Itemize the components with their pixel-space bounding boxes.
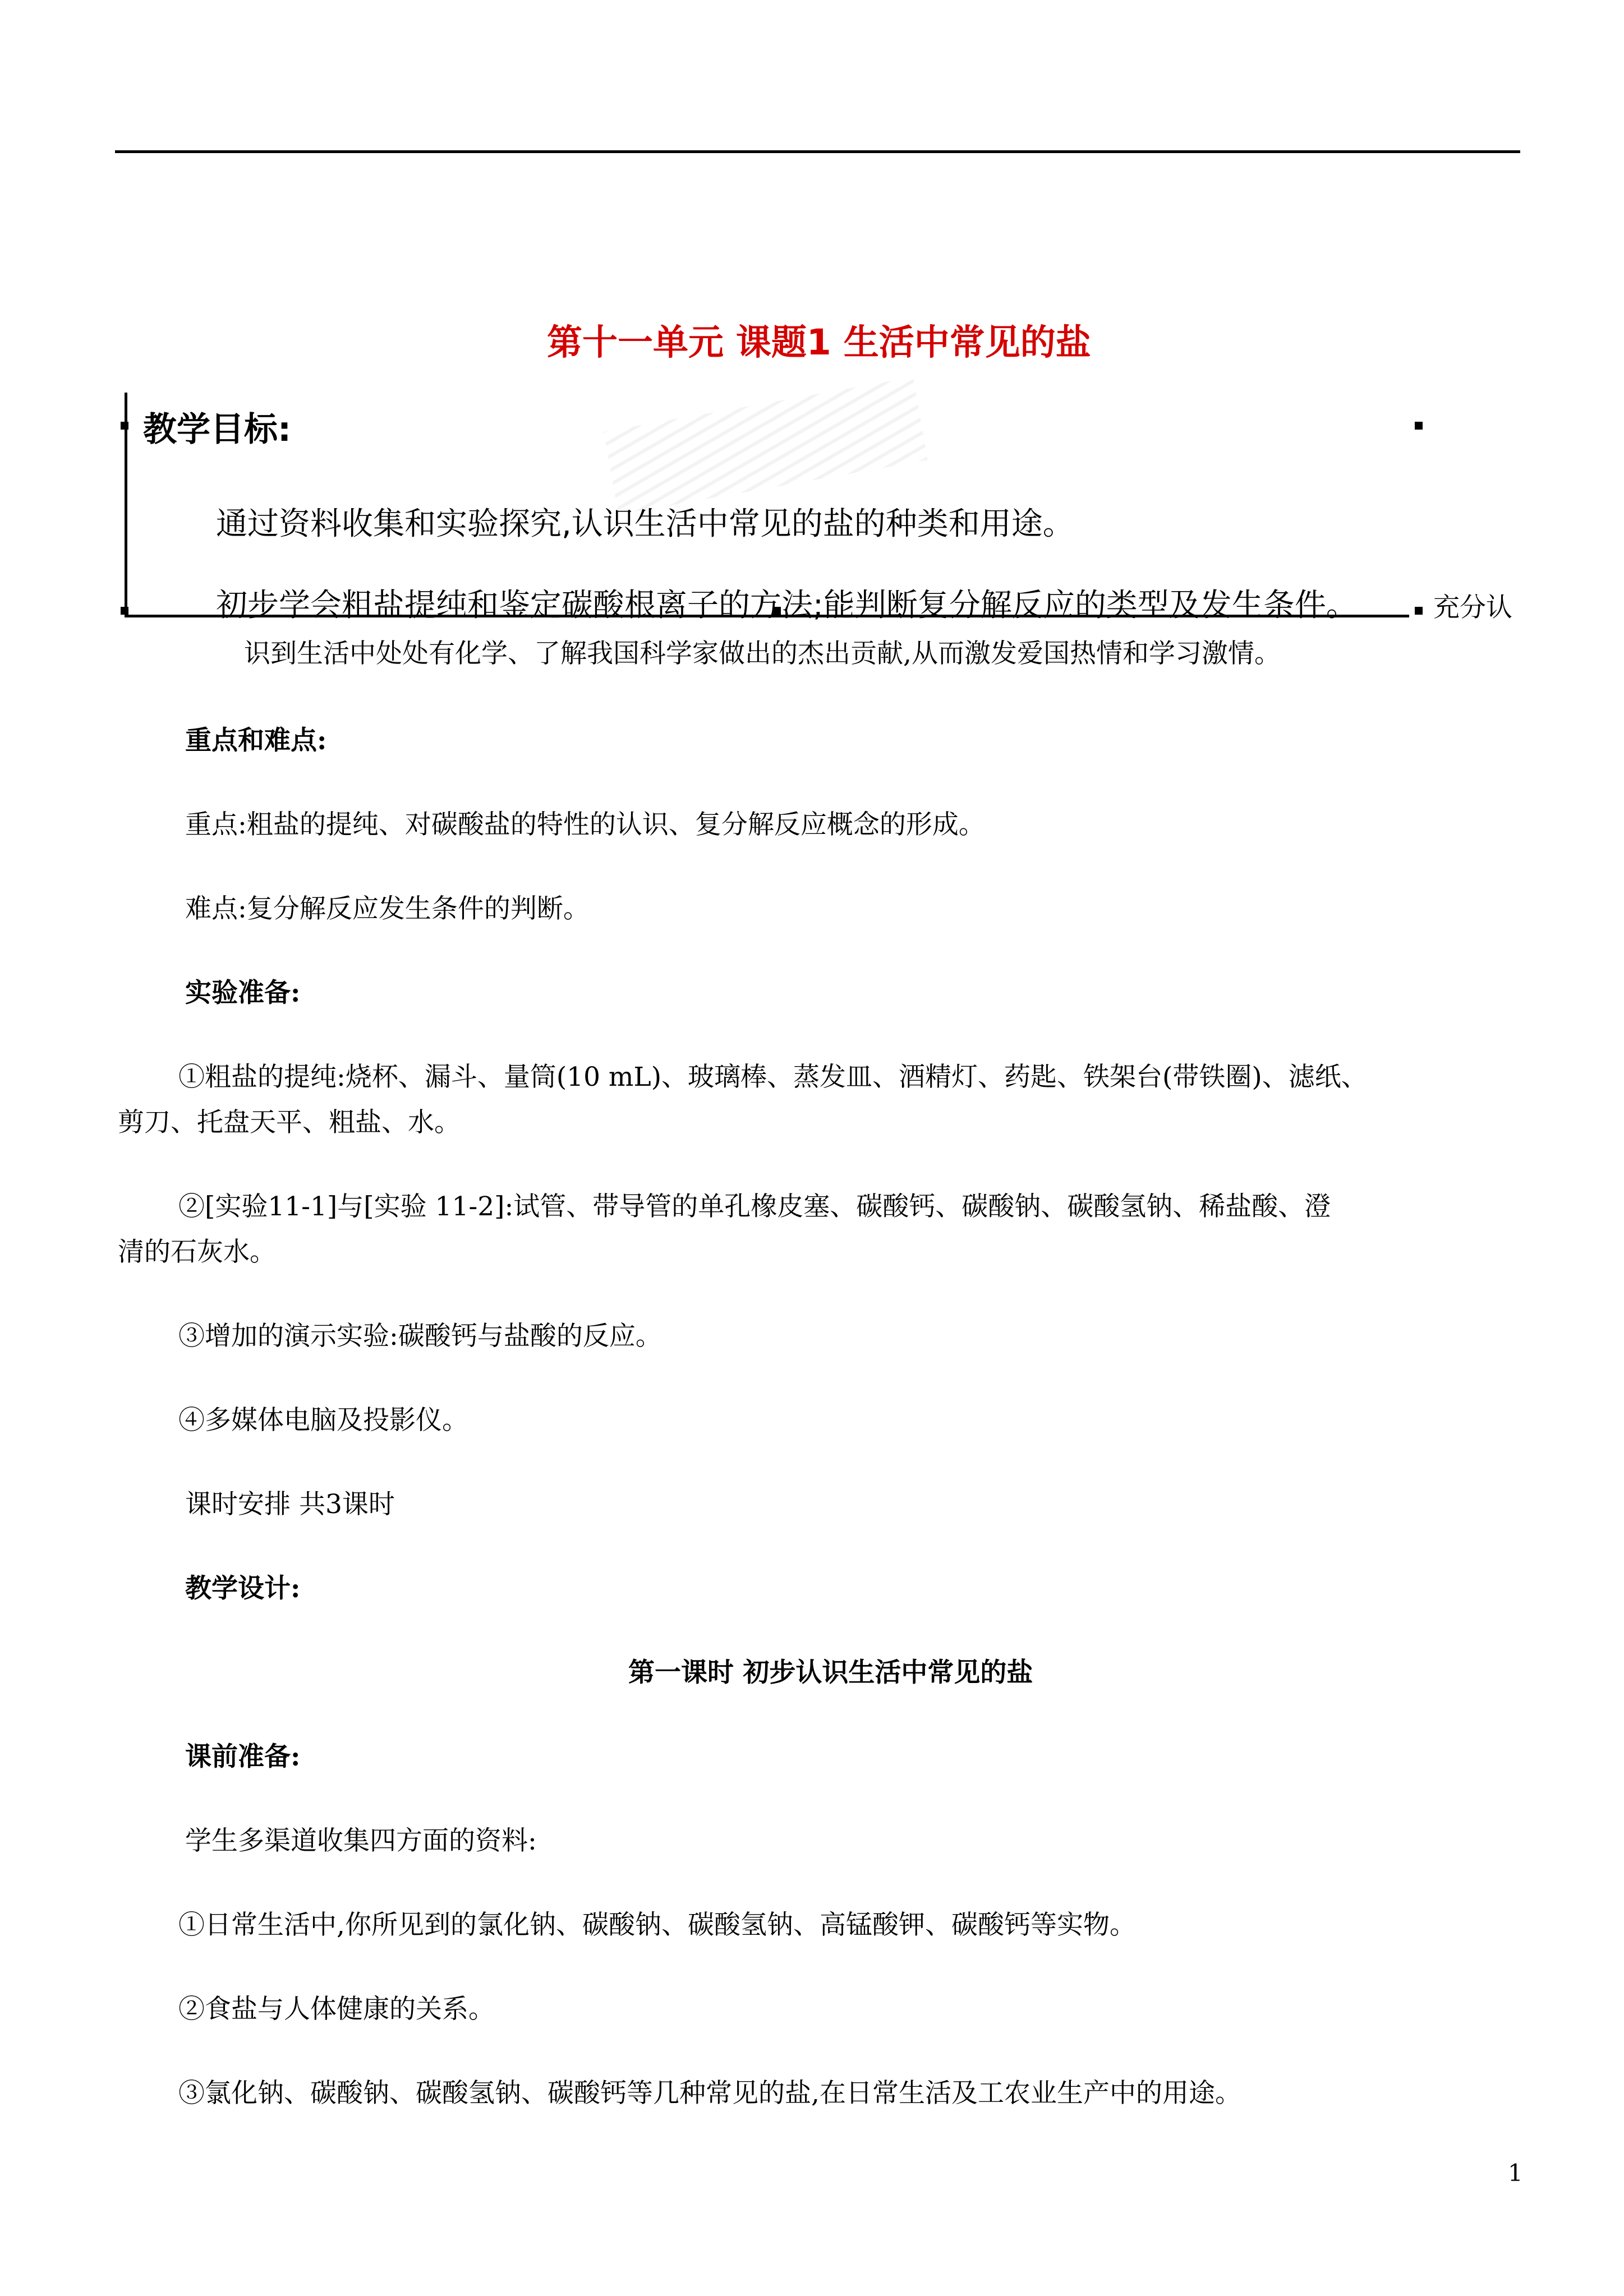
paragraph: ②食盐与人体健康的关系。 [178, 1994, 495, 2025]
paragraph: ①粗盐的提纯:烧杯、漏斗、量筒(10 mL)、玻璃棒、蒸发皿、酒精灯、药匙、铁架台(带铁圈)、滤纸、 [178, 1062, 1368, 1092]
paragraph: ④多媒体电脑及投影仪。 [178, 1405, 468, 1436]
objectives-label: 教学目标: [143, 410, 291, 449]
header-rule [115, 150, 1520, 153]
paragraph: ③氯化钠、碳酸钠、碳酸氢钠、碳酸钙等几种常见的盐,在日常生活及工农业生产中的用途。 [178, 2078, 1241, 2109]
section-heading: 教学设计: [185, 1573, 301, 1604]
section-heading: 课前准备: [185, 1741, 301, 1772]
paragraph: ③增加的演示实验:碳酸钙与盐酸的反应。 [178, 1321, 662, 1352]
watermark [604, 377, 928, 515]
paragraph: ①日常生活中,你所见到的氯化钠、碳酸钠、碳酸氢钠、高锰酸钾、碳酸钙等实物。 [178, 1910, 1136, 1940]
document-title: 第十一单元 课题1 生活中常见的盐 [547, 322, 1091, 363]
resize-handle [121, 422, 128, 430]
resize-handle [1415, 607, 1423, 615]
paragraph: 难点:复分解反应发生条件的判断。 [185, 893, 590, 924]
paragraph: 清的石灰水。 [118, 1237, 276, 1267]
resize-handle [1415, 422, 1423, 430]
resize-handle [121, 607, 128, 615]
section-heading: 实验准备: [185, 978, 301, 1008]
page-number: 1 [1508, 2159, 1523, 2187]
objective-line: 通过资料收集和实验探究,认识生活中常见的盐的种类和用途。 [216, 506, 1074, 542]
objective-line: 初步学会粗盐提纯和鉴定碳酸根离子的方法;能判断复分解反应的类型及发生条件。 [216, 587, 1358, 624]
lesson-title: 第一课时 初步认识生活中常见的盐 [628, 1657, 1033, 1688]
paragraph: 剪刀、托盘天平、粗盐、水。 [118, 1107, 461, 1138]
overflow-text: 充分认 [1433, 592, 1512, 623]
objective-continuation: 识到生活中处处有化学、了解我国科学家做出的杰出贡献,从而激发爱国热情和学习激情。 [244, 638, 1281, 669]
section-heading: 重点和难点: [185, 725, 327, 756]
paragraph: ②[实验11-1]与[实验 11-2]:试管、带导管的单孔橡皮塞、碳酸钙、碳酸钠、碳酸氢钠、稀盐酸、澄 [178, 1191, 1331, 1222]
paragraph: 学生多渠道收集四方面的资料: [185, 1825, 537, 1856]
schedule: 课时安排 共3课时 [185, 1489, 395, 1520]
paragraph: 重点:粗盐的提纯、对碳酸盐的特性的认识、复分解反应概念的形成。 [185, 809, 985, 840]
